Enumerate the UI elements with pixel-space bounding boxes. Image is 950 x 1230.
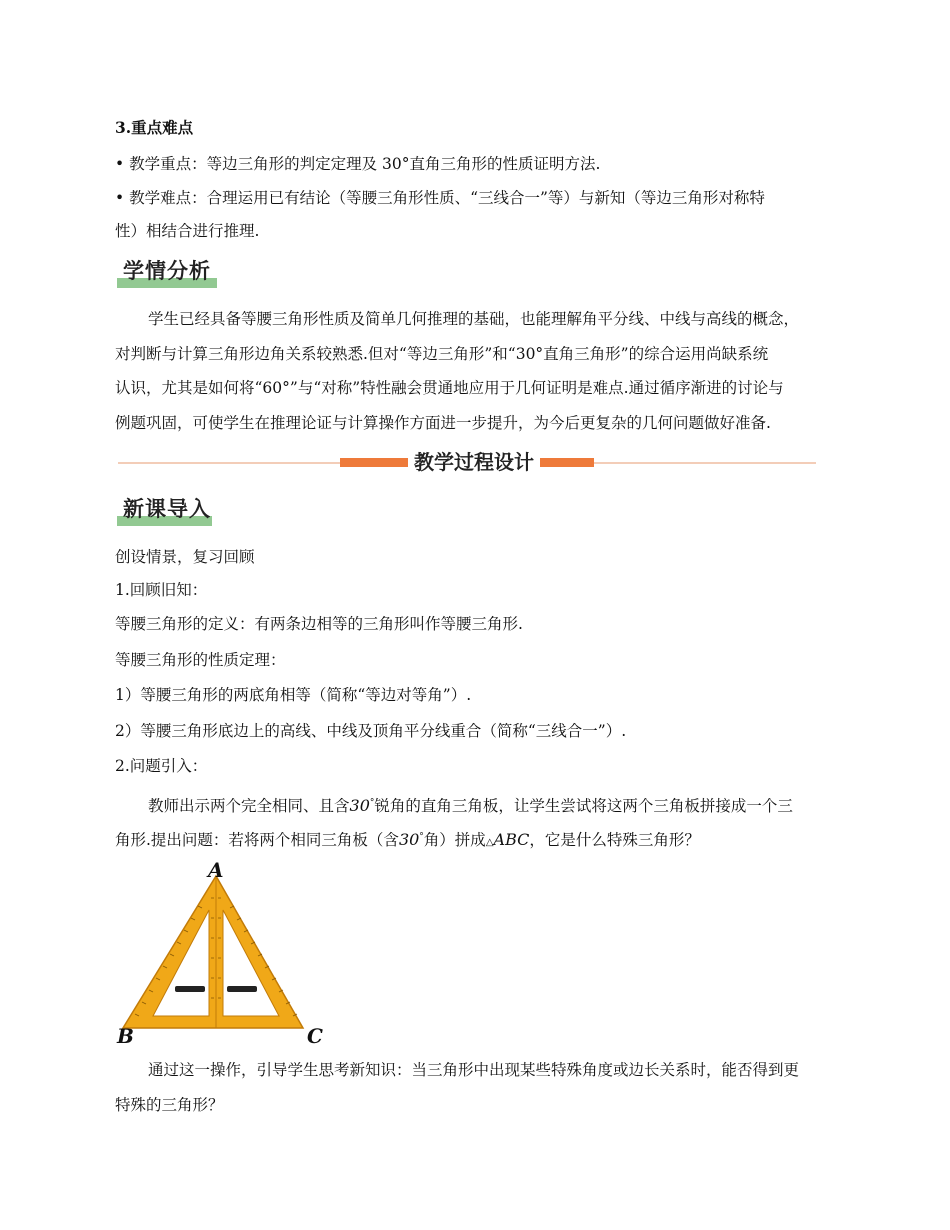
vertex-label-b: B	[117, 1024, 134, 1048]
analysis-section-badge	[117, 258, 217, 288]
degree-symbol: °	[369, 798, 375, 808]
analysis-paragraph-line3: 认识，尤其是如何将“60°”与“对称”特性融会贯通地应用于几何证明是难点.通过循序渐进的讨论与	[115, 379, 784, 397]
divider-left-thin	[118, 462, 340, 464]
degree-symbol: °	[419, 832, 424, 842]
intro-line-7: 2.问题引入：	[115, 757, 208, 775]
analysis-badge-label: 学情分析	[123, 259, 211, 283]
section-divider	[118, 449, 818, 477]
vertex-label-a: A	[208, 858, 224, 882]
divider-title: 教学过程设计	[408, 449, 540, 475]
difficulty-bullet-line1: • 教学难点：合理运用已有结论（等腰三角形性质、“三线合一”等）与新知（等边三角形对称特	[115, 189, 765, 207]
vertex-label-c: C	[307, 1024, 323, 1048]
focus-bullet: • 教学重点：等边三角形的判定定理及 30°直角三角形的性质证明方法.	[115, 155, 601, 173]
question-paragraph-line2	[115, 827, 835, 853]
analysis-paragraph-line1: 学生已经具备等腰三角形性质及简单几何推理的基础，也能理解角平分线、中线与高线的概念，	[148, 310, 800, 328]
math-thirty: 30	[398, 830, 420, 850]
text-segment: ，它是什么特殊三角形？	[529, 831, 700, 850]
difficulty-bullet-line2: 性）相结合进行推理.	[115, 222, 260, 240]
triangle-symbol: △	[485, 837, 494, 849]
intro-line-4: 等腰三角形的性质定理：	[115, 651, 286, 669]
section-heading: 3.重点难点	[115, 118, 194, 137]
divider-right-thick	[540, 458, 594, 467]
text-segment: 角形.提出问题：若将两个相同三角板（含	[115, 831, 399, 850]
intro-line-3: 等腰三角形的定义：有两条边相等的三角形叫作等腰三角形.	[115, 615, 523, 633]
intro-line-5: 1）等腰三角形的两底角相等（简称“等边对等角”）.	[115, 686, 472, 704]
set-squares-triangle-figure	[113, 858, 328, 1050]
analysis-paragraph-line4: 例题巩固，可使学生在推理论证与计算操作方面进一步提升，为今后更复杂的几何问题做好准备.	[115, 414, 771, 432]
text-segment: 锐角的直角三角板，让学生尝试将这两个三角板拼接成一个三	[374, 797, 793, 816]
closing-paragraph-line1: 通过这一操作，引导学生思考新知识：当三角形中出现某些特殊角度或边长关系时，能否得到更	[148, 1061, 800, 1079]
triangle-rulers-illustration	[113, 858, 328, 1050]
intro-line-1: 创设情景，复习回顾	[115, 548, 255, 566]
divider-right-thin	[594, 462, 816, 464]
text-segment: 教师出示两个完全相同、且含	[148, 797, 350, 816]
intro-line-6: 2）等腰三角形底边上的高线、中线及顶角平分线重合（简称“三线合一”）.	[115, 722, 627, 740]
closing-paragraph-line2: 特殊的三角形？	[115, 1096, 224, 1114]
analysis-paragraph-line2: 对判断与计算三角形边角关系较熟悉.但对“等边三角形”和“30°直角三角形”的综合运用尚缺系统	[115, 345, 769, 363]
question-paragraph-line1	[148, 793, 838, 816]
text-segment: 角）拼成	[423, 831, 486, 850]
divider-left-thick	[340, 458, 408, 467]
intro-line-2: 1.回顾旧知：	[115, 581, 208, 599]
math-abc: ABC	[493, 830, 530, 850]
intro-section-badge	[117, 496, 212, 526]
intro-badge-label: 新课导入	[123, 497, 211, 521]
math-thirty: 30	[349, 796, 370, 816]
